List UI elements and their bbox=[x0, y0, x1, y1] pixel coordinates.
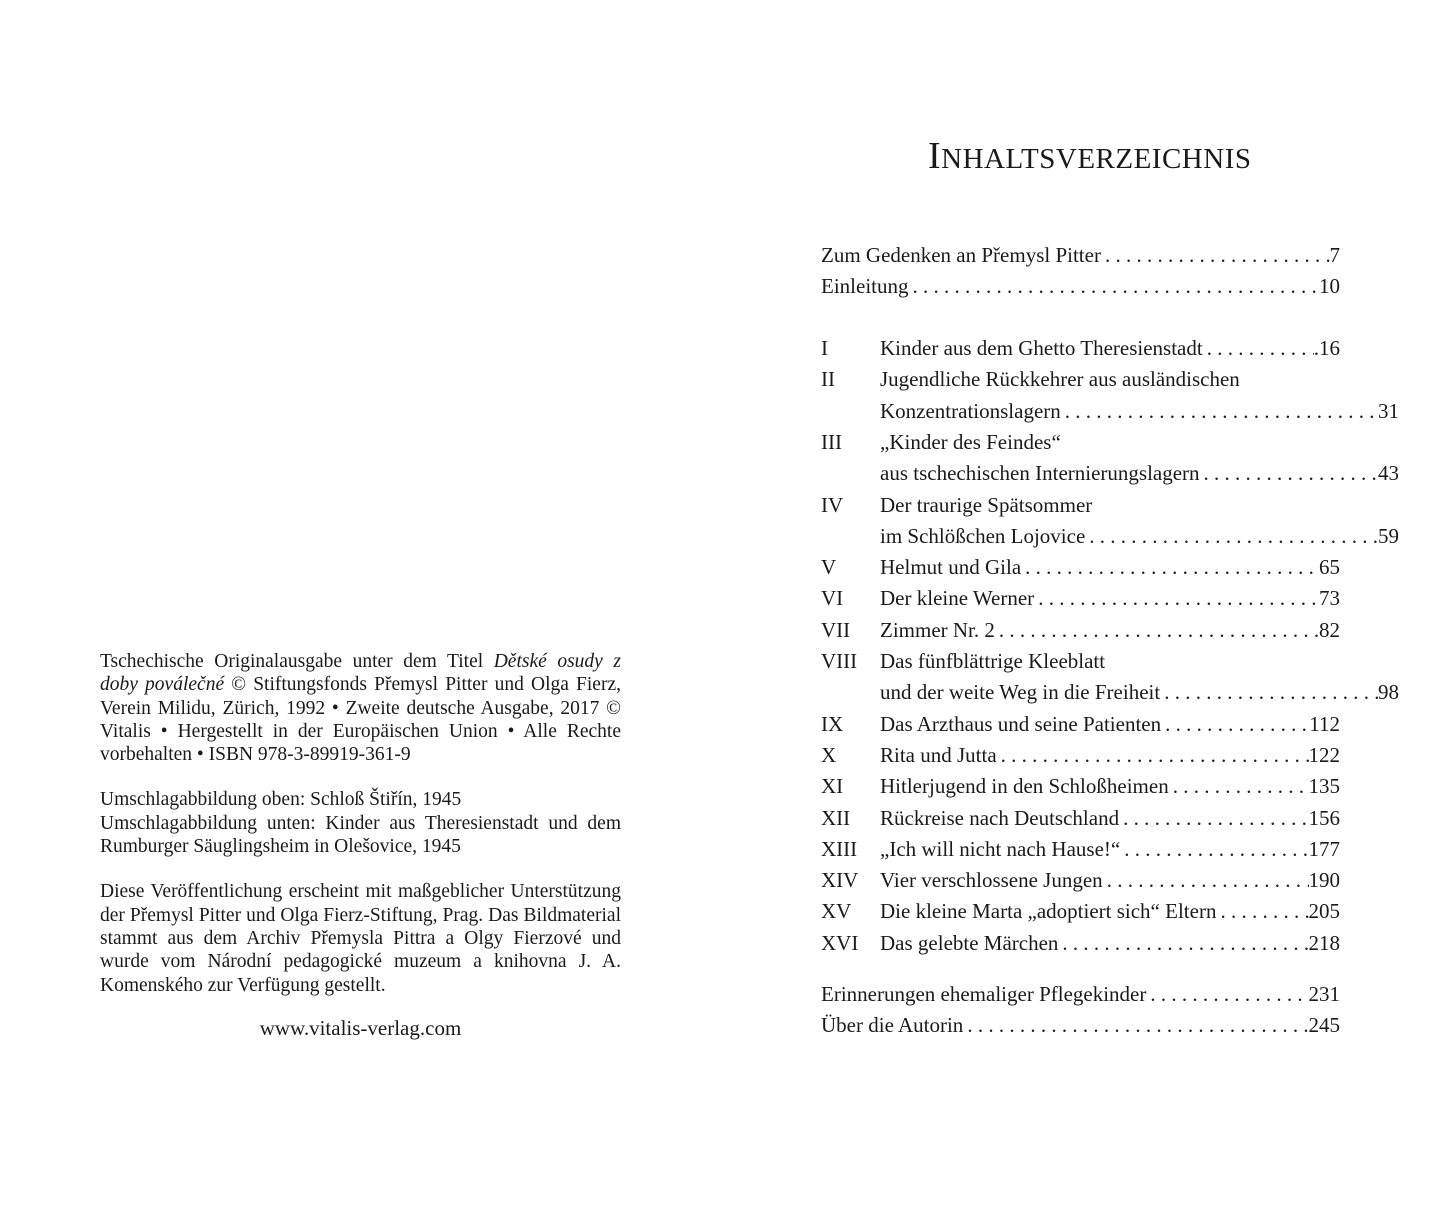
entry-title: Einleitung bbox=[821, 274, 909, 299]
toc-title: INHALTSVERZEICHNIS bbox=[928, 135, 1252, 177]
toc-entry[interactable] bbox=[821, 806, 1340, 834]
cover-caption-bottom: Umschlagabbildung unten: Kinder aus Theresienstadt und dem Rumburger Säuglingsheim in Olešovice, 1945 bbox=[100, 812, 621, 858]
entry-title: Der traurige Spätsommer bbox=[880, 492, 1093, 517]
toc-entry[interactable] bbox=[821, 586, 1340, 614]
page-number: 10 bbox=[1319, 274, 1340, 299]
entry-title: Hitlerjugend in den Schloßheimen bbox=[880, 774, 1169, 799]
chapter-number: XIII bbox=[821, 836, 858, 861]
leader-dots bbox=[1160, 680, 1378, 705]
leader-dots bbox=[1085, 524, 1378, 549]
entry-title: „Ich will nicht nach Hause!“ bbox=[880, 836, 1121, 861]
chapter-number: XIV bbox=[821, 868, 859, 893]
entry-title: Das Arzthaus und seine Patienten bbox=[880, 711, 1162, 736]
entry-title: „Kinder des Feindes“ bbox=[880, 429, 1061, 454]
toc-entry[interactable] bbox=[821, 430, 1340, 458]
toc-entry[interactable] bbox=[821, 931, 1340, 959]
toc-entry-continuation[interactable] bbox=[821, 680, 1399, 708]
imprint-block bbox=[100, 650, 621, 997]
chapter-number: IV bbox=[821, 492, 844, 517]
entry-title: Das gelebte Märchen bbox=[880, 930, 1059, 955]
page-number: 218 bbox=[1308, 930, 1340, 955]
toc-entry[interactable] bbox=[821, 868, 1340, 896]
entry-title: und der weite Weg in die Freiheit bbox=[880, 680, 1161, 705]
entry-title: Zimmer Nr. 2 bbox=[880, 617, 995, 642]
entry-title: Rita und Jutta bbox=[880, 742, 997, 767]
leader-dots bbox=[995, 618, 1319, 643]
entry-title: Vier verschlossene Jungen bbox=[880, 868, 1103, 893]
leader-dots bbox=[1119, 806, 1308, 831]
entry-title: Das fünfblättrige Kleeblatt bbox=[880, 649, 1106, 673]
page-number: 205 bbox=[1308, 899, 1340, 924]
page-number: .16 bbox=[1313, 336, 1340, 360]
entry-title: Kinder aus dem Ghetto Theresienstadt bbox=[880, 336, 1203, 360]
cover-caption-top: Umschlagabbildung oben: Schloß Štiřín, 1945 bbox=[100, 789, 462, 811]
page-number: 135 bbox=[1308, 774, 1340, 799]
page-number: 65 bbox=[1319, 555, 1340, 580]
chapter-number: IX bbox=[821, 711, 844, 736]
leader-dots bbox=[1034, 586, 1319, 611]
toc-entry[interactable] bbox=[821, 555, 1340, 583]
toc-entry[interactable] bbox=[821, 982, 1340, 1010]
page-number: 156 bbox=[1308, 805, 1340, 830]
toc-entry[interactable] bbox=[821, 493, 1340, 521]
leader-dots bbox=[1169, 774, 1309, 799]
toc-entry[interactable] bbox=[821, 243, 1340, 271]
page-number: 177 bbox=[1308, 836, 1340, 861]
leader-dots bbox=[1120, 837, 1308, 862]
page-number: 98 bbox=[1378, 680, 1399, 705]
leader-dots bbox=[1146, 982, 1308, 1007]
chapter-number: VIII bbox=[821, 649, 858, 673]
page-number: 73 bbox=[1319, 586, 1340, 611]
chapter-number: V bbox=[821, 555, 837, 580]
toc-entry[interactable] bbox=[821, 274, 1340, 302]
leader-dots bbox=[1058, 931, 1308, 956]
leader-dots bbox=[1101, 243, 1330, 268]
toc-entry[interactable] bbox=[821, 618, 1340, 646]
chapter-number: I bbox=[821, 336, 828, 360]
page-number: 112 bbox=[1309, 711, 1340, 736]
toc-entry[interactable] bbox=[821, 336, 1340, 364]
chapter-number: VII bbox=[821, 617, 851, 642]
page-number: 43 bbox=[1378, 461, 1399, 486]
entry-title: Helmut und Gila bbox=[880, 555, 1022, 580]
leader-dots bbox=[1021, 555, 1319, 580]
entry-title: im Schlößchen Lojovice bbox=[880, 523, 1086, 548]
entry-title: Rückreise nach Deutschland bbox=[880, 805, 1120, 830]
publisher-url[interactable]: www.vitalis-verlag.com bbox=[259, 1016, 462, 1040]
toc-entry[interactable] bbox=[821, 743, 1340, 771]
chapter-number: XI bbox=[821, 774, 844, 799]
support-paragraph: Diese Veröffentlichung erscheint mit maßgeblicher Unterstützung der Přemysl Pitter und Olga Fierz-Stiftung, Prag. Das Bildmaterial stammt aus dem Archiv Přemysla Pittra a Olgy Fierzové und wurde vom Národní pedagogické muzeum a knihovna J. A. Komenského zur Verfügung gestellt. bbox=[100, 881, 621, 996]
leader-dots bbox=[1200, 461, 1378, 486]
leader-dots bbox=[1216, 899, 1308, 924]
entry-title: Die kleine Marta „adoptiert sich“ Eltern bbox=[880, 899, 1217, 924]
chapter-number: XV bbox=[821, 899, 852, 924]
page-number: 7 bbox=[1329, 243, 1340, 267]
toc-entry[interactable] bbox=[821, 837, 1340, 865]
chapter-number: X bbox=[821, 742, 837, 767]
leader-dots bbox=[1203, 336, 1314, 361]
entry-title: Zum Gedenken an Přemysl Pitter bbox=[821, 243, 1101, 267]
toc-entry-continuation[interactable] bbox=[821, 524, 1399, 552]
page-number: 31 bbox=[1378, 398, 1399, 423]
page-number: 190 bbox=[1308, 868, 1340, 893]
entry-title: aus tschechischen Internierungslagern bbox=[880, 461, 1200, 486]
toc-entry[interactable] bbox=[821, 649, 1340, 677]
imprint-paragraph: Tschechische Originalausgabe unter dem Titel Dětské osudy z doby poválečné © Stiftungsfonds Přemysl Pitter und Olga Fierz, Verein Milidu, Zürich, 1992 • Zweite deutsche Ausgabe, 2017 © Vitalis • Hergestellt in der Europäischen Union • Alle Rechte vorbehalten • ISBN 978-3-89919-361-9 bbox=[100, 651, 621, 766]
original-title: Dětské osudy z doby poválečné bbox=[100, 651, 621, 696]
page-number: 59 bbox=[1378, 523, 1399, 548]
leader-dots bbox=[909, 274, 1320, 299]
page-number: 231 bbox=[1308, 982, 1340, 1006]
toc-entry[interactable] bbox=[821, 1013, 1340, 1041]
entry-title: Über die Autorin bbox=[821, 1013, 964, 1038]
leader-dots bbox=[1061, 399, 1378, 424]
chapter-number: VI bbox=[821, 586, 844, 611]
page-number: 122 bbox=[1308, 742, 1340, 767]
page-number: 82 bbox=[1319, 617, 1340, 642]
leader-dots bbox=[963, 1013, 1308, 1038]
toc-entry[interactable] bbox=[821, 367, 1340, 395]
entry-title: Erinnerungen ehemaliger Pflegekinder bbox=[821, 982, 1147, 1006]
toc-entry-continuation[interactable] bbox=[821, 399, 1399, 427]
toc-entry[interactable] bbox=[821, 899, 1340, 927]
entry-title: Der kleine Werner bbox=[880, 586, 1035, 611]
chapter-number: XII bbox=[821, 805, 851, 830]
chapter-number: II bbox=[821, 367, 835, 392]
entry-title: Konzentrationslagern bbox=[880, 398, 1061, 423]
toc-entry-continuation[interactable] bbox=[821, 461, 1399, 489]
leader-dots bbox=[1103, 868, 1309, 893]
page-number: 245 bbox=[1308, 1013, 1340, 1038]
toc-entry[interactable] bbox=[821, 712, 1340, 740]
entry-title: Jugendliche Rückkehrer aus ausländischen bbox=[880, 367, 1240, 392]
leader-dots bbox=[1161, 712, 1309, 737]
leader-dots bbox=[997, 743, 1309, 768]
chapter-number: XVI bbox=[821, 930, 859, 955]
chapter-number: III bbox=[821, 429, 842, 454]
toc-entry[interactable] bbox=[821, 774, 1340, 802]
